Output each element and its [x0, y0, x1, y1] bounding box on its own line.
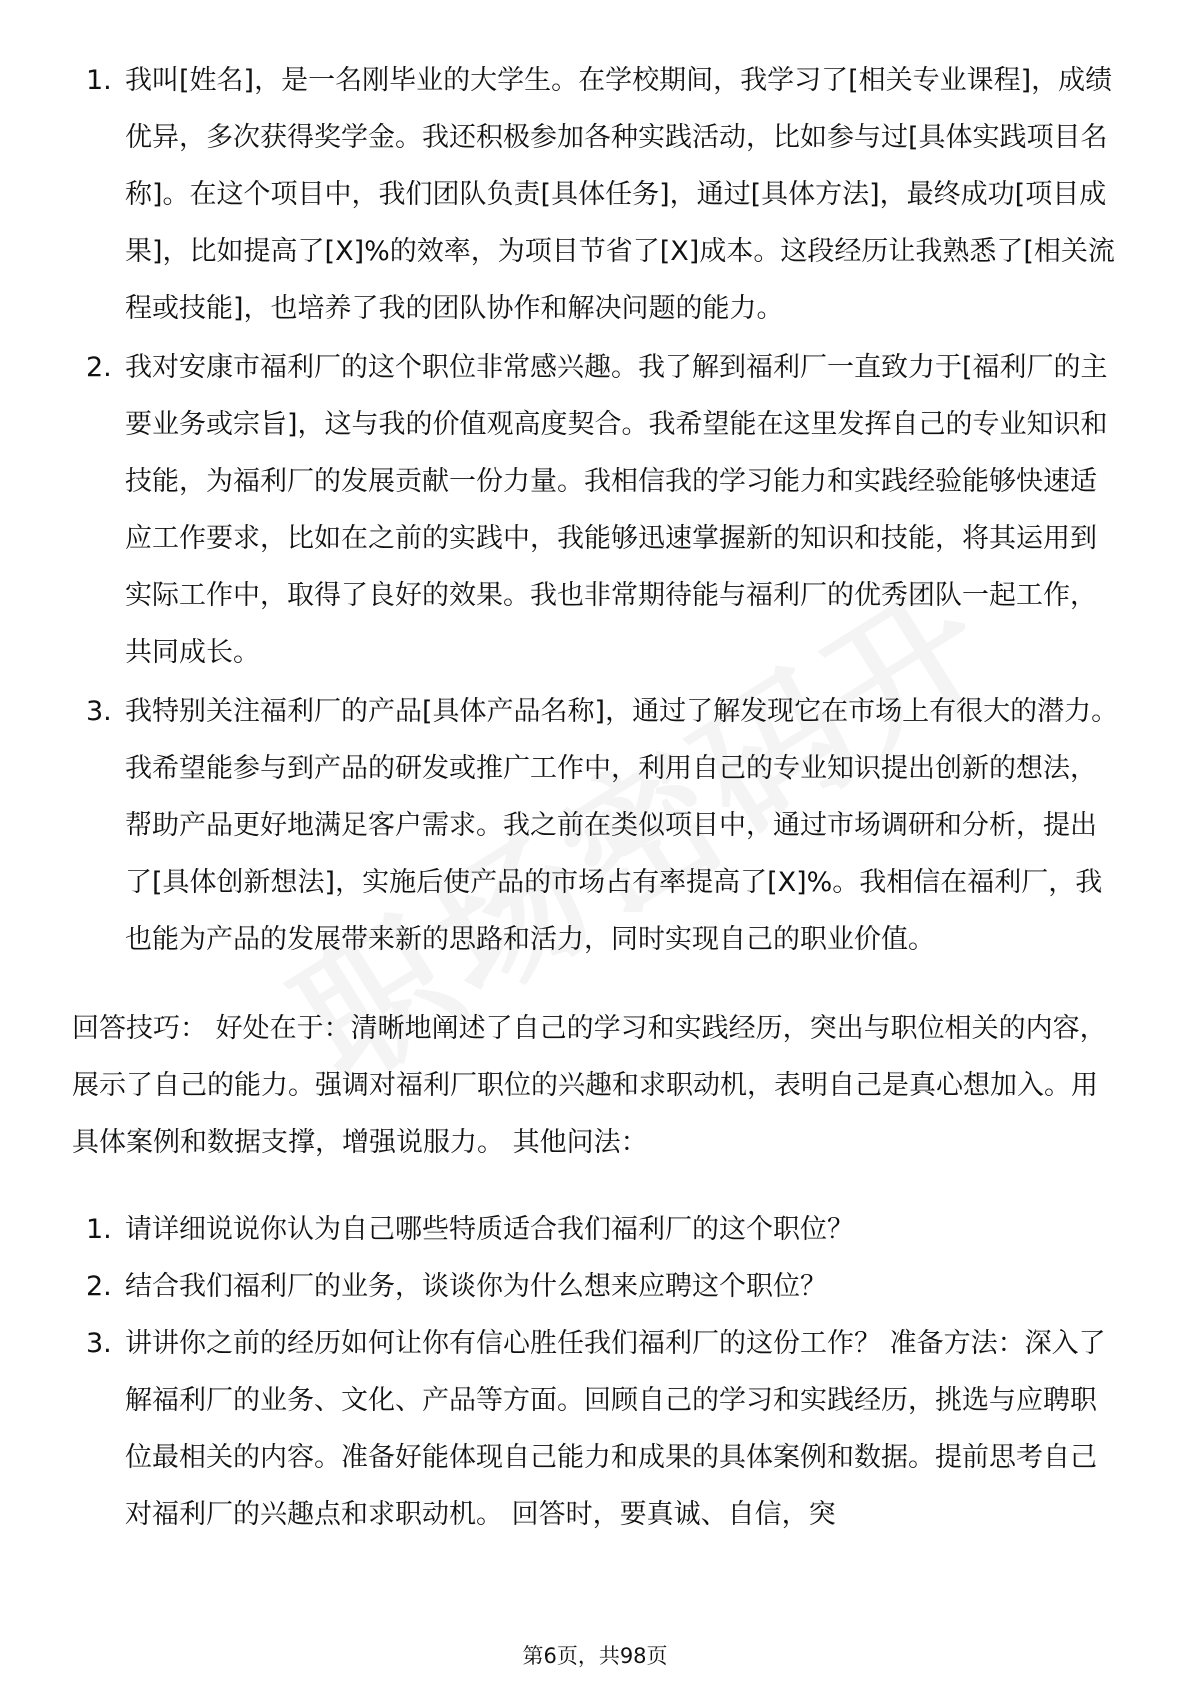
list-item-text: 我特别关注福利厂的产品[具体产品名称]，通过了解发现它在市场上有很大的潜力。我希望能参与到产品的研发或推广工作中，利用自己的专业知识提出创新的想法，帮助产品更好地满足客户需求。我之前在类似项目中，通过市场调研和分析，提出了[具体创新想法]，实施后使产品的市场占有率提高了[X]%。我相信在福利厂，我也能为产品的发展带来新的思路和活力，同时实现自己的职业价值。: [125, 696, 1119, 955]
list-number: 2.: [86, 1271, 112, 1302]
list-item: [72, 52, 1122, 337]
list-item-text: 讲讲你之前的经历如何让你有信心胜任我们福利厂的这份工作？ 准备方法：深入了解福利厂的业务、文化、产品等方面。回顾自己的学习和实践经历，挑选与应聘职位最相关的内容。准备好能体现自己能力和成果的具体案例和数据。提前思考自己对福利厂的兴趣点和求职动机。 回答时，要真诚、自信，突: [125, 1328, 1106, 1530]
answer-list: [72, 52, 1122, 968]
list-item-text: 请详细说说你认为自己哪些特质适合我们福利厂的这个职位？: [125, 1214, 854, 1245]
list-number: 1.: [86, 65, 112, 96]
answer-tips-paragraph: 回答技巧： 好处在于：清晰地阐述了自己的学习和实践经历，突出与职位相关的内容，展示了自己的能力。强调对福利厂职位的兴趣和求职动机，表明自己是真心想加入。用具体案例和数据支撑，增强说服力。 其他问法：: [72, 1013, 1107, 1158]
list-item-text: 结合我们福利厂的业务，谈谈你为什么想来应聘这个职位？: [125, 1271, 827, 1302]
page-content: [72, 52, 1122, 1543]
list-number: 3.: [86, 696, 112, 727]
page-footer: 第6页，共98页: [522, 1644, 668, 1668]
list-item: [72, 683, 1122, 968]
list-item-text: 我叫[姓名]，是一名刚毕业的大学生。在学校期间，我学习了[相关专业课程]，成绩优异，多次获得奖学金。我还积极参加各种实践活动，比如参与过[具体实践项目名称]。在这个项目中，我们团队负责[具体任务]，通过[具体方法]，最终成功[项目成果]，比如提高了[X]%的效率，为项目节省了[X]成本。这段经历让我熟悉了[相关流程或技能]，也培养了我的团队协作和解决问题的能力。: [125, 65, 1115, 324]
list-item: [72, 1258, 1122, 1315]
list-number: 2.: [86, 352, 112, 383]
list-number: 1.: [86, 1214, 112, 1245]
list-number: 3.: [86, 1328, 112, 1359]
list-item: [72, 339, 1122, 681]
list-item-text: 我对安康市福利厂的这个职位非常感兴趣。我了解到福利厂一直致力于[福利厂的主要业务或宗旨]，这与我的价值观高度契合。我希望能在这里发挥自己的专业知识和技能，为福利厂的发展贡献一份力量。我相信我的学习能力和实践经验能够快速适应工作要求，比如在之前的实践中，我能够迅速掌握新的知识和技能，将其运用到实际工作中，取得了良好的效果。我也非常期待能与福利厂的优秀团队一起工作，共同成长。: [125, 352, 1108, 668]
list-item: [72, 1315, 1122, 1543]
alternative-questions-list: [72, 1201, 1122, 1543]
list-item: [72, 1201, 1122, 1258]
